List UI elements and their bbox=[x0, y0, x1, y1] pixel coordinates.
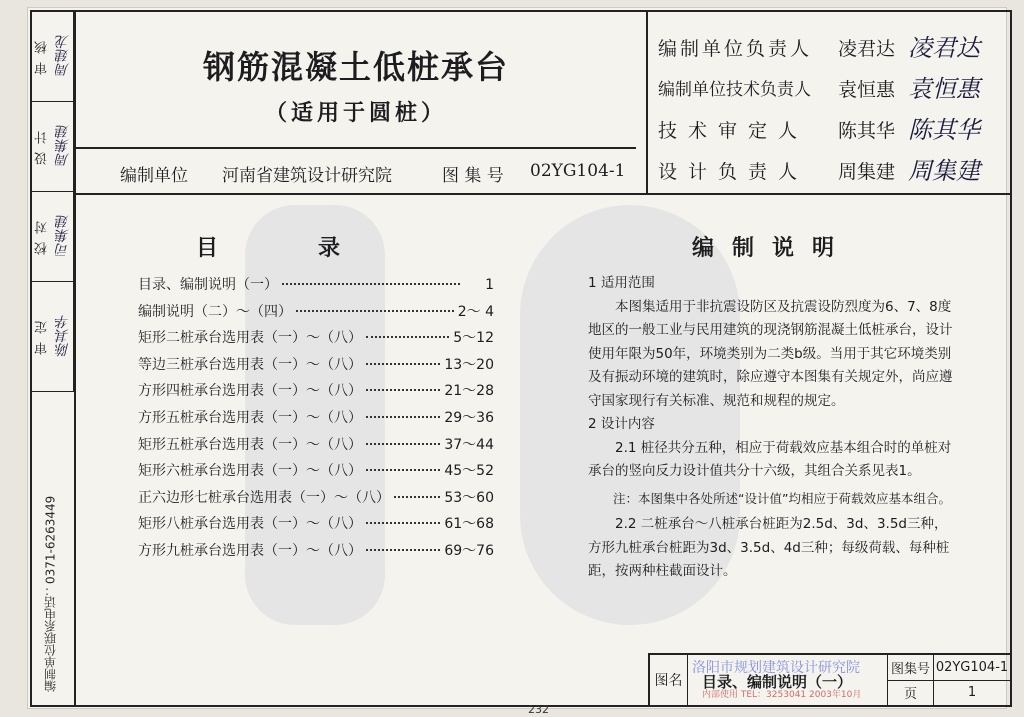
toc-item-page: 29～36 bbox=[444, 409, 494, 426]
section-heading: 2 设计内容 bbox=[588, 416, 655, 432]
stamp-subtext: 内部使用 TEL：3253041 2003年10月 bbox=[702, 690, 862, 700]
toc-list bbox=[138, 274, 494, 567]
responsible-row bbox=[658, 149, 998, 189]
toc-item-page: 69～76 bbox=[444, 542, 494, 559]
approval-signature: 司集建 bbox=[53, 192, 74, 281]
responsible-row bbox=[658, 26, 998, 66]
drawing-name-label: 图名 bbox=[650, 655, 688, 705]
toc-item-page: 53～60 bbox=[444, 489, 494, 506]
title-block bbox=[76, 12, 648, 195]
atlas-label: 图集号 bbox=[888, 655, 934, 680]
toc-leader-dots bbox=[366, 416, 440, 418]
approval-role: 校 对 bbox=[35, 218, 50, 255]
responsible-name: 陈其华 bbox=[838, 120, 896, 142]
toc-item-page: 37～44 bbox=[444, 436, 494, 453]
section-paragraph: 本图集适用于非抗震设防区及抗震设防烈度为6、7、8度地区的一般工业与民用建筑的现浇钢筋混凝土低桩承台，设计使用年限为50年，环境类别为二类b级。当用于其它环境类别及有振动环境的建筑时，除应遵守本图集有关规定外，尚应遵守国家现行有关标准、规范和规程的规定。 bbox=[588, 298, 953, 409]
toc-leader-dots bbox=[366, 363, 440, 365]
sheet-number: 232 bbox=[528, 703, 549, 716]
toc-leader-dots bbox=[394, 496, 440, 498]
approval-role: 审 核 bbox=[35, 38, 50, 75]
responsible-role: 技术审定人 bbox=[658, 120, 809, 142]
toc-item bbox=[138, 301, 494, 328]
atlas-label: 图 集 号 bbox=[442, 166, 504, 186]
toc-item-page: 13～20 bbox=[444, 356, 494, 373]
approval-signature: 周集建 bbox=[53, 102, 74, 191]
stamp-text: 洛阳市规划建筑设计研究院 bbox=[692, 660, 860, 676]
section-paragraph: 2.2 二桩承台～八桩承台桩距为2.5d、3d、3.5d三种，方形九桩承台桩距为3d、3.5d、4d三种；每级荷载、每种桩距，按两种柱截面设计。 bbox=[588, 516, 950, 579]
toc-item bbox=[138, 407, 494, 434]
toc-title: 目录 bbox=[196, 236, 441, 261]
toc-item bbox=[138, 460, 494, 487]
approval-signature: 周建龙 bbox=[53, 12, 74, 101]
toc-item-label: 矩形六桩承台选用表（一）～（八） bbox=[138, 463, 362, 480]
toc-item-page: 61～68 bbox=[444, 516, 494, 533]
main-title: 钢筋混凝土低桩承台 bbox=[202, 48, 509, 86]
toc-item-label: 矩形二桩承台选用表（一）～（八） bbox=[138, 330, 362, 347]
toc-leader-dots bbox=[296, 310, 454, 312]
toc-item-page: 5～12 bbox=[453, 330, 494, 347]
org-row bbox=[76, 147, 636, 195]
responsible-name: 凌君达 bbox=[838, 38, 896, 60]
toc-item-label: 正六边形七桩承台选用表（一）～（八） bbox=[138, 489, 390, 506]
toc-item bbox=[138, 274, 494, 301]
responsible-signature: 陈其华 bbox=[908, 116, 980, 144]
contact-phone: 编制单位联系电话：0371-6263449 bbox=[43, 495, 58, 693]
toc-item bbox=[138, 354, 494, 381]
toc-item-label: 方形四桩承台选用表（一）～（八） bbox=[138, 383, 362, 400]
page-number: 1 bbox=[967, 685, 977, 700]
toc-item-label: 等边三桩承台选用表（一）～（八） bbox=[138, 356, 362, 373]
drawing-name: 目录、编制说明（一） bbox=[702, 673, 853, 691]
toc-item bbox=[138, 327, 494, 354]
responsible-name: 袁恒惠 bbox=[838, 79, 896, 101]
responsible-row bbox=[658, 108, 998, 148]
explanation-title: 编制说明 bbox=[692, 236, 853, 261]
toc-leader-dots bbox=[282, 283, 460, 285]
toc-item bbox=[138, 540, 494, 567]
org-label: 编制单位 bbox=[120, 166, 188, 186]
toc-item bbox=[138, 513, 494, 540]
toc-item-label: 编制说明（二）～（四） bbox=[138, 303, 292, 320]
responsible-signature: 周集建 bbox=[908, 157, 980, 185]
approval-cell bbox=[32, 192, 74, 282]
responsible-role: 编制单位负责人 bbox=[658, 38, 813, 60]
toc-item-label: 矩形五桩承台选用表（一）～（八） bbox=[138, 436, 362, 453]
atlas-number: 02YG104-1 bbox=[935, 660, 1009, 675]
section-paragraph: 2.1 桩径共分五种，相应于荷载效应基本组合时的单桩对承台的竖向反力设计值共分十六级，其组合关系见表1。 bbox=[588, 439, 952, 479]
responsible-role: 设计负责人 bbox=[658, 161, 809, 183]
responsible-signature: 袁恒惠 bbox=[908, 75, 980, 103]
toc-item-page: 45～52 bbox=[444, 463, 494, 480]
approval-role: 设 计 bbox=[35, 128, 50, 165]
toc-leader-dots bbox=[366, 549, 440, 551]
responsible-name: 周集建 bbox=[838, 161, 896, 183]
toc-item-label: 矩形八桩承台选用表（一）～（八） bbox=[138, 516, 362, 533]
toc-item bbox=[138, 487, 494, 514]
toc-item bbox=[138, 380, 494, 407]
toc-leader-dots bbox=[366, 469, 440, 471]
toc-item bbox=[138, 434, 494, 461]
approval-role: 审 定 bbox=[35, 318, 50, 355]
toc-leader-dots bbox=[366, 443, 440, 445]
approval-cell bbox=[32, 12, 74, 102]
sub-title: （适用于圆桩） bbox=[264, 101, 447, 126]
approval-signature: 陈其华 bbox=[53, 282, 74, 391]
page-label: 页 bbox=[888, 680, 934, 705]
toc-item-page: 1 bbox=[485, 277, 494, 293]
drawing-name-cell bbox=[688, 655, 888, 705]
toc-item-page: 21～28 bbox=[444, 383, 494, 400]
section-heading: 1 适用范围 bbox=[588, 275, 655, 291]
org-name: 河南省建筑设计研究院 bbox=[222, 166, 392, 186]
responsible-row bbox=[658, 67, 998, 107]
toc-item-page: 2～ 4 bbox=[457, 303, 494, 320]
responsibles-block bbox=[648, 12, 1010, 195]
responsible-signature: 凌君达 bbox=[908, 34, 980, 62]
toc-leader-dots bbox=[366, 522, 440, 524]
approval-cell bbox=[32, 102, 74, 192]
toc-item-label: 方形九桩承台选用表（一）～（八） bbox=[138, 542, 362, 559]
toc-leader-dots bbox=[366, 336, 449, 338]
toc-item-label: 目录、编制说明（一） bbox=[138, 277, 278, 293]
explanation-body bbox=[588, 272, 960, 584]
note-text: 注：本图集中各处所述“设计值”均相应于荷载效应基本组合。 bbox=[613, 490, 951, 506]
atlas-number: 02YG104-1 bbox=[530, 161, 626, 181]
toc-item-label: 方形五桩承台选用表（一）～（八） bbox=[138, 409, 362, 426]
footer-block bbox=[648, 653, 1010, 705]
toc-leader-dots bbox=[366, 389, 440, 391]
approval-cell bbox=[32, 282, 74, 392]
responsible-role: 编制单位技术负责人 bbox=[658, 80, 811, 100]
